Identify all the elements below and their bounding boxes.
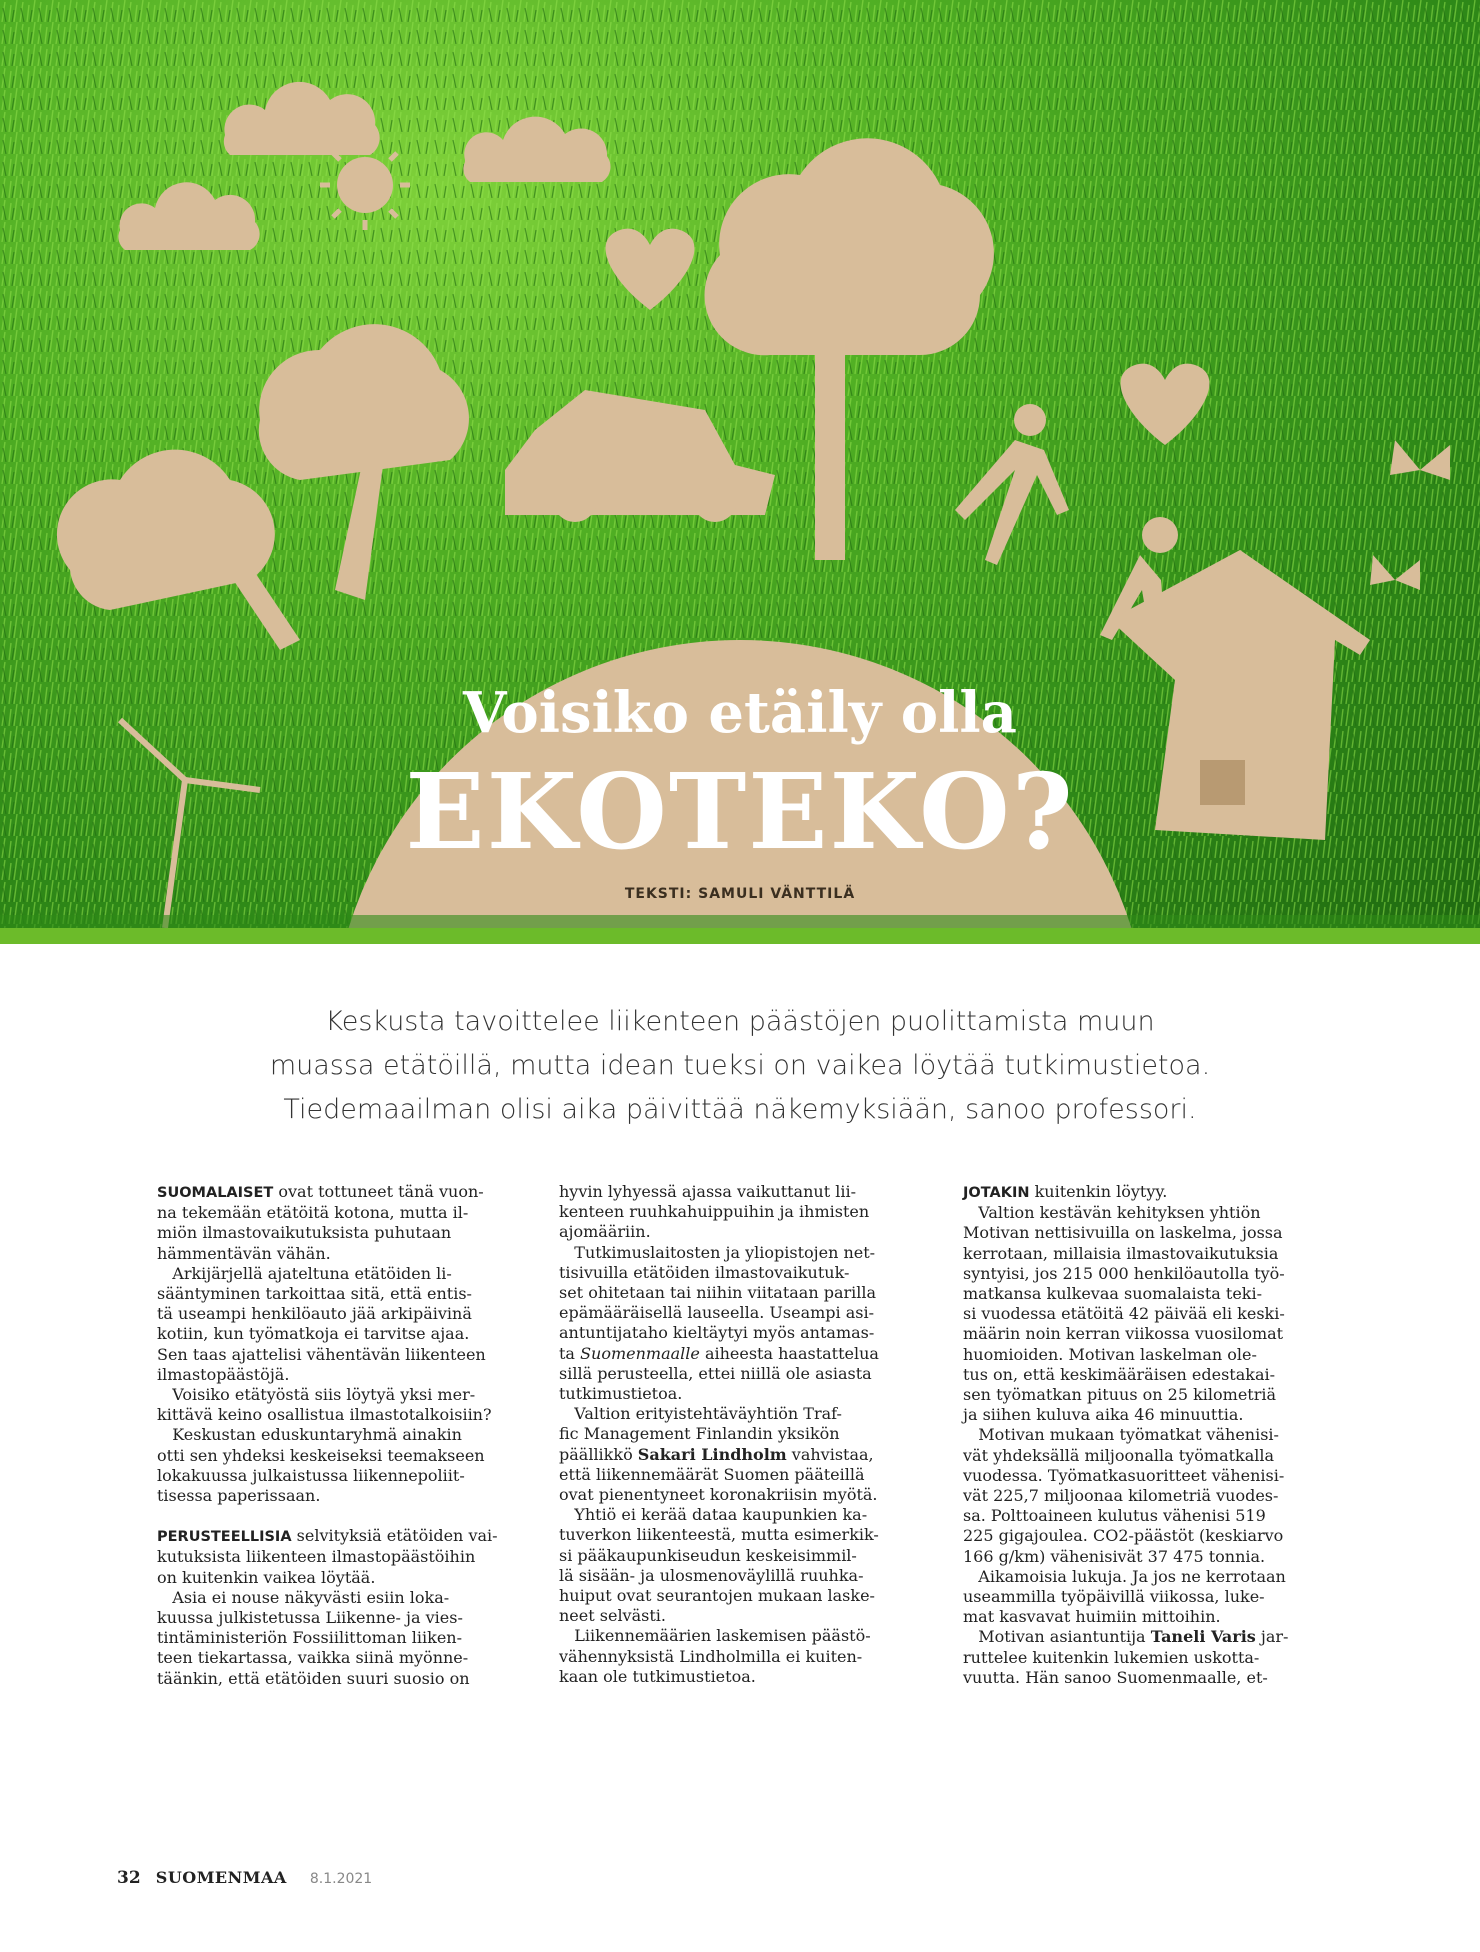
text-line: vähennyksistä Lindholmilla ei kuiten- [559, 1646, 863, 1666]
text-line: ta Suomenmaalle aiheesta haastattelua [559, 1343, 879, 1363]
text-line: 225 gigajoulea. CO2-päästöt (keskiarvo [963, 1526, 1284, 1546]
text-line: vät 225,7 miljoonaa kilometriä vuodes- [963, 1486, 1279, 1506]
text-line: PERUSTEELLISIA selvityksiä etätöiden vai- [157, 1526, 498, 1546]
lead-line: Tiedemaailman olisi aika päivittää näkemyksiään, sanoo professori. [283, 1094, 1197, 1125]
text-line: Valtion kestävän kehityksen yhtiön [978, 1203, 1261, 1223]
text-line: Tutkimuslaitosten ja yliopistojen net- [574, 1242, 876, 1262]
text-line: sääntyminen tarkoittaa sitä, että entis- [157, 1284, 472, 1304]
text-line: täänkin, että etätöiden suuri suosio on [157, 1668, 470, 1688]
issue-date: 8.1.2021 [309, 1871, 373, 1887]
lead-line: muassa etätöillä, mutta idean tueksi on vaikea löytää tutkimustietoa. [269, 1050, 1211, 1081]
text-line: ovat pienentyneet koronakriisin myötä. [559, 1485, 878, 1505]
text-line: Motivan mukaan työmatkat vähenisi- [978, 1425, 1279, 1445]
text-line: epämääräisellä lauseella. Useampi asi- [559, 1303, 874, 1323]
text-line: tä useampi henkilöauto jää arkipäivinä [157, 1304, 472, 1324]
text-line: SUOMALAISET ovat tottuneet tänä vuon- [157, 1182, 484, 1201]
lead-in-word: PERUSTEELLISIA [157, 1529, 292, 1546]
text-line: syntyisi, jos 215 000 henkilöautolla työ- [963, 1263, 1285, 1283]
text-line: vuodessa. Työmatkasuoritteet vähenisi- [963, 1465, 1285, 1485]
text-line: otti sen yhdeksi keskeiseksi teemakseen [157, 1445, 485, 1465]
text-line: sillä perusteella, ettei niillä ole asiasta [559, 1363, 872, 1383]
text-line: lokakuussa julkaistussa liikennepoliit- [157, 1465, 465, 1485]
text-line: hyvin lyhyessä ajassa vaikuttanut lii- [559, 1182, 856, 1201]
text-line: tutkimustietoa. [559, 1384, 683, 1404]
article-column-3 [963, 1182, 1333, 1688]
text-line: on kuitenkin vaikea löytää. [157, 1567, 376, 1587]
text-line: Yhtiö ei kerää dataa kaupunkien ka- [574, 1505, 868, 1525]
text-line: Motivan nettisivuilla on laskelma, jossa [963, 1223, 1283, 1243]
text-line: kutuksista liikenteen ilmastopäästöihin [157, 1547, 476, 1567]
page-footer [117, 1868, 372, 1888]
text-line: Liikennemäärien laskemisen päästö- [574, 1626, 871, 1646]
lead-in-word: SUOMALAISET [157, 1185, 274, 1201]
text-line: päällikkö Sakari Lindholm vahvistaa, [559, 1444, 874, 1464]
text-line: sa. Polttoaineen kulutus vähenisi 519 [963, 1506, 1266, 1526]
text-line: huiput ovat seurantojen mukaan laske- [559, 1586, 875, 1606]
text-line: Arkijärjellä ajateltuna etätöiden li- [172, 1263, 452, 1283]
page-number: 32 [117, 1868, 141, 1888]
text-line: vuutta. Hän sanoo Suomenmaalle, et- [963, 1667, 1268, 1687]
title-line-2: EKOTEKO? [405, 750, 1075, 873]
text-line: useammilla työpäivillä viikossa, luke- [963, 1587, 1265, 1607]
text-line: tus on, että keskimääräisen edestakai- [963, 1364, 1276, 1384]
text-line: si pääkaupunkiseudun keskeisimmil- [559, 1545, 857, 1565]
title-line-1: Voisiko etäily olla [463, 680, 1017, 746]
magazine-name: SUOMENMAA [155, 1868, 287, 1887]
text-line: neet selvästi. [559, 1606, 666, 1626]
text-line: sen työmatkan pituus on 25 kilometriä [963, 1385, 1277, 1405]
text-line: hämmentävän vähän. [157, 1243, 331, 1263]
text-line: Aikamoisia lukuja. Ja jos ne kerrotaan [978, 1566, 1286, 1586]
text-line: set ohitetaan tai niihin viitataan parilla [559, 1283, 877, 1303]
text-line: Voisiko etätyöstä siis löytyä yksi mer- [172, 1385, 476, 1405]
text-line: Asia ei nouse näkyvästi esiin loka- [172, 1587, 450, 1607]
text-line: kittävä keino osallistua ilmastotalkoisiin? [157, 1405, 492, 1425]
article-column-2 [559, 1182, 929, 1687]
text-line: Keskustan eduskuntaryhmä ainakin [172, 1425, 462, 1445]
text-line: antuntijataho kieltäytyi myös antamas- [559, 1323, 875, 1343]
hero-image [0, 0, 1480, 928]
byline: TEKSTI: SAMULI VÄNTTILÄ [624, 886, 856, 902]
text-line: että liikennemäärät Suomen pääteillä [559, 1464, 865, 1484]
text-line: vät yhdeksällä miljoonalla työmatkalla [963, 1445, 1275, 1465]
text-line: mat kasvavat huimiin mittoihin. [963, 1607, 1221, 1627]
text-line: teen tiekartassa, vaikka siinä myönne- [157, 1648, 469, 1668]
accent-bar [0, 928, 1480, 944]
text-line: Motivan asiantuntija Taneli Varis jar- [978, 1627, 1289, 1647]
text-line: kotiin, kun työmatkoja ei tarvitse ajaa. [157, 1324, 470, 1344]
text-line: fic Management Finlandin yksikön [559, 1424, 840, 1444]
text-line: lä sisään- ja ulosmenoväylillä ruuhka- [559, 1565, 864, 1585]
text-line: kuussa julkistetussa Liikenne- ja vies- [157, 1608, 463, 1628]
lead-in-word: JOTAKIN [963, 1185, 1030, 1201]
text-line: kaan ole tutkimustietoa. [559, 1666, 756, 1686]
text-line: määrin noin kerran viikossa vuosilomat [963, 1324, 1284, 1344]
text-line: si vuodessa etätöitä 42 päivää eli keski- [963, 1304, 1285, 1324]
text-line: tisessa paperissaan. [157, 1486, 321, 1506]
text-line: ruttelee kuitenkin lukemien uskotta- [963, 1647, 1260, 1667]
text-line: Sen taas ajattelisi vähentävän liikenteen [157, 1344, 486, 1364]
text-line: JOTAKIN kuitenkin löytyy. [963, 1182, 1168, 1201]
text-line: tuverkon liikenteestä, mutta esimerkik- [559, 1525, 879, 1545]
text-line: 166 g/km) vähenisivät 37 475 tonnia. [963, 1546, 1266, 1566]
text-line: matkansa kulkevaa suomalaista teki- [963, 1284, 1263, 1304]
text-line: Valtion erityistehtäväyhtiön Traf- [574, 1404, 842, 1424]
text-line: kerrotaan, millaisia ilmastovaikutuksia [963, 1243, 1279, 1263]
text-line: ja siihen kuluva aika 46 minuuttia. [963, 1405, 1244, 1425]
text-line: miön ilmastovaikutuksista puhutaan [157, 1223, 452, 1243]
text-line: tisivuilla etätöiden ilmastovaikutuk- [559, 1262, 850, 1282]
lead-line: Keskusta tavoittelee liikenteen päästöjen puolittamista muun [325, 1006, 1155, 1037]
text-line: kenteen ruuhkahuippuihin ja ihmisten [559, 1202, 870, 1222]
text-line: ilmastopäästöjä. [157, 1364, 290, 1384]
text-line: ajomääriin. [559, 1222, 651, 1242]
lead-paragraph [200, 1000, 1280, 1132]
text-line: huomioiden. Motivan laskelman ole- [963, 1344, 1257, 1364]
text-line: na tekemään etätöitä kotona, mutta il- [157, 1203, 469, 1223]
text-line: tintäministeriön Fossiilittoman liiken- [157, 1628, 462, 1648]
article-column-1 [157, 1182, 527, 1689]
